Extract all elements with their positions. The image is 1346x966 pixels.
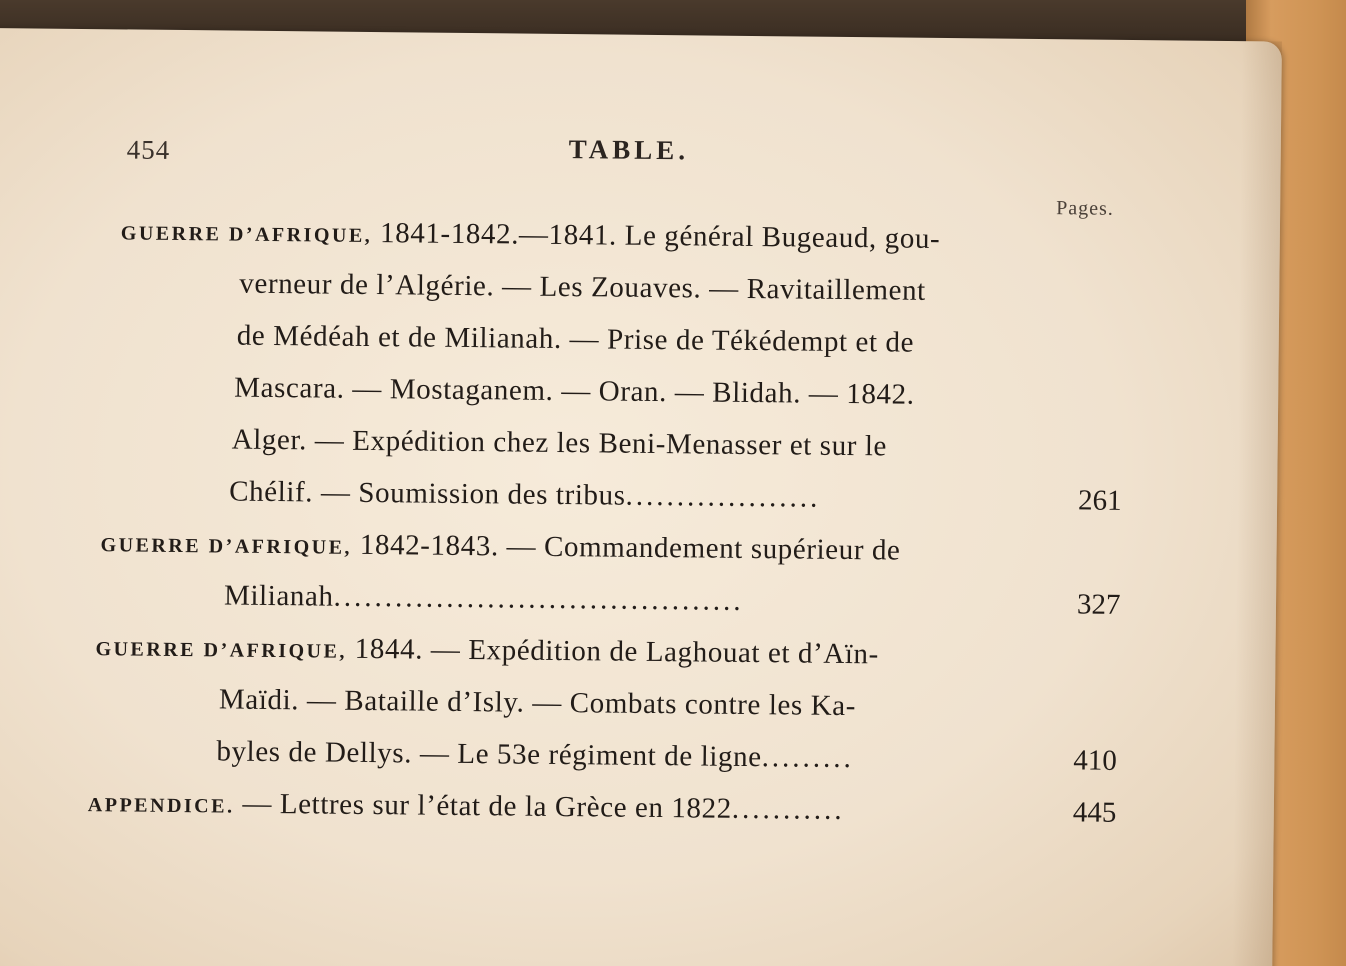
- entry-text: Alger. — Expédition chez les Beni-Menasser et sur le: [231, 423, 888, 463]
- entry-text: 1844. — Expédition de Laghouat et d’Aïn-: [346, 632, 880, 671]
- entry-text: 1841-1842.—1841. Le général Bugeaud, gou-: [372, 217, 941, 255]
- toc-entry-line: [219, 683, 856, 723]
- toc-entry-line: [100, 526, 900, 567]
- entry-text: — Lettres sur l’état de la Grèce en 1822: [234, 787, 732, 825]
- leader-dots: ........................................: [333, 580, 744, 617]
- entry-text: Chélif. — Soumission des tribus: [228, 475, 626, 512]
- toc-entry-line: [234, 372, 915, 412]
- entry-lead: GUERRE D’AFRIQUE,: [100, 534, 353, 559]
- entry-text: Mascara. — Mostaganem. — Oran. — Blidah. — 1842.: [234, 371, 915, 411]
- entry-lead: GUERRE D’AFRIQUE,: [95, 638, 348, 663]
- entry-page-number: 410: [1073, 744, 1118, 777]
- entry-page-number: 327: [1076, 588, 1121, 621]
- entry-text: Milianah: [223, 579, 334, 613]
- page-number: 454: [126, 134, 171, 165]
- entry-page-number: 261: [1077, 484, 1122, 517]
- toc-entry-line: [237, 320, 915, 360]
- entry-lead: APPENDICE.: [87, 794, 235, 818]
- entry-text: byles de Dellys. — Le 53e régiment de ligne: [216, 735, 762, 774]
- toc-entry-line: [121, 214, 941, 256]
- toc-entry-line: [229, 476, 820, 515]
- toc-entry-line: [232, 424, 888, 464]
- toc-entry-line: [95, 630, 879, 671]
- entry-text: Maïdi. — Bataille d’Isly. — Combats contre les Ka-: [218, 683, 857, 723]
- leader-dots: .........: [761, 741, 855, 775]
- pages-column-label: Pages.: [1056, 197, 1114, 220]
- entry-page-number: 445: [1072, 796, 1117, 829]
- toc-entry-line: [88, 786, 845, 827]
- toc-entry-line: [224, 579, 744, 617]
- leader-dots: ...................: [625, 479, 821, 514]
- page-title: TABLE.: [568, 134, 690, 166]
- entry-text: de Médéah et de Milianah. — Prise de Tékédempt et de: [236, 319, 915, 359]
- book-page: [0, 28, 1282, 966]
- toc-entry-line: [216, 735, 854, 775]
- entry-text: 1842-1843. — Commandement supérieur de: [351, 528, 901, 567]
- leader-dots: ...........: [731, 792, 845, 826]
- entry-lead: GUERRE D’AFRIQUE,: [120, 222, 373, 248]
- toc-entry-line: [239, 268, 926, 308]
- entry-text: verneur de l’Algérie. — Les Zouaves. — Ravitaillement: [239, 267, 926, 307]
